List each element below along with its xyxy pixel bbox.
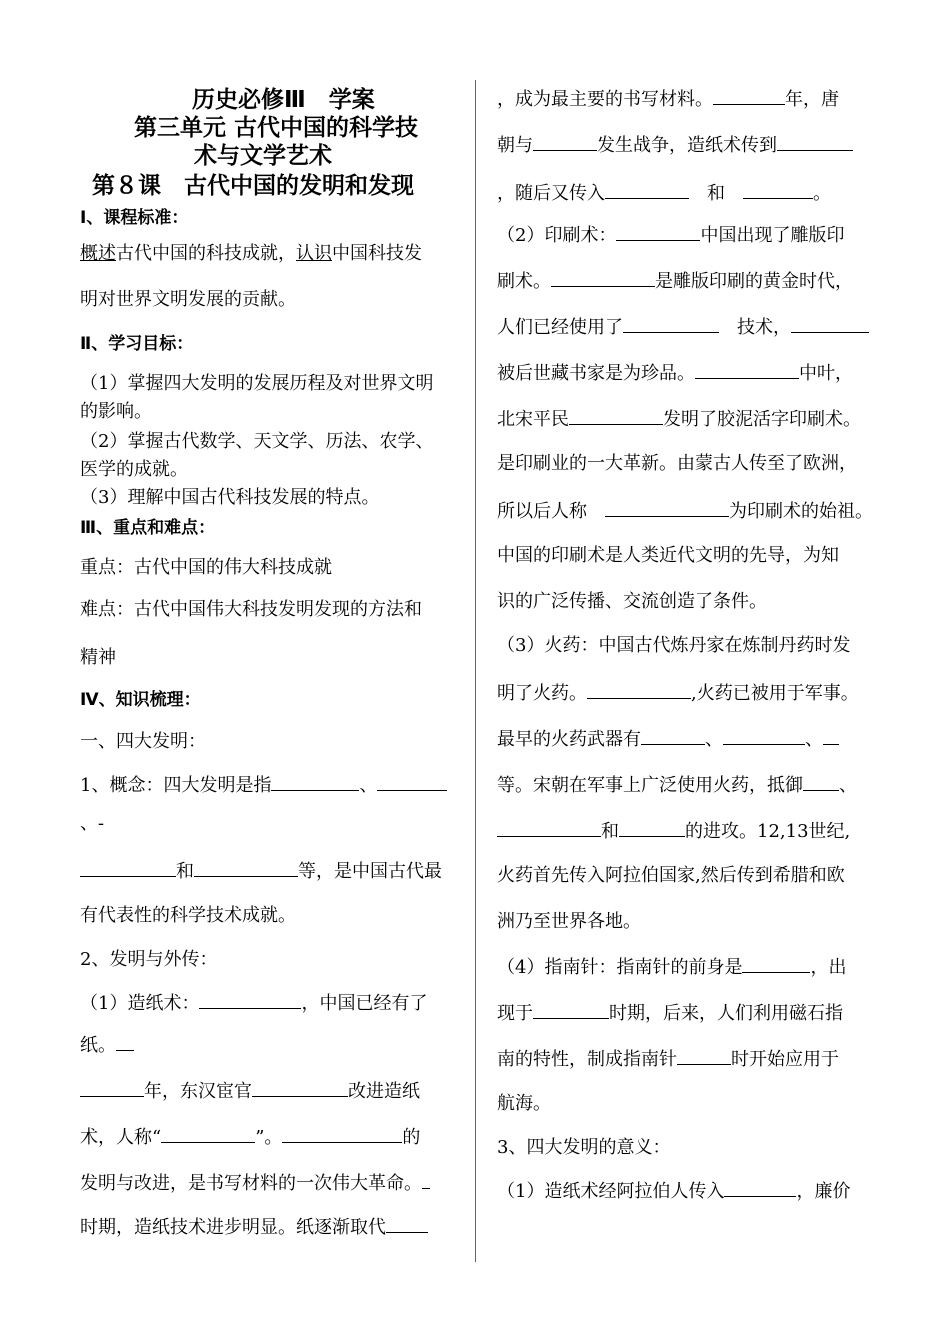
key-difficulty-2: 精神 bbox=[80, 647, 116, 668]
printing-line-8: 中国的印刷术是人类近代文明的先导，为知 bbox=[497, 545, 839, 566]
text: ，廉价 bbox=[796, 1181, 851, 1202]
section-goals-heading: Ⅱ、学习目标： bbox=[80, 334, 194, 354]
standard-line-1 bbox=[80, 242, 422, 266]
blank[interactable] bbox=[616, 222, 700, 241]
text: 、 bbox=[705, 729, 723, 750]
text: 。 bbox=[813, 183, 831, 204]
section-key-heading: Ⅲ、重点和难点： bbox=[80, 518, 216, 538]
title-line-2: 第三单元 古代中国的科学技 bbox=[134, 115, 419, 141]
goal-1a: （1）掌握四大发明的发展历程及对世界文明 bbox=[80, 373, 434, 394]
blank[interactable] bbox=[551, 268, 655, 287]
printing-line-4 bbox=[497, 360, 853, 386]
blank[interactable] bbox=[695, 360, 799, 379]
blank[interactable] bbox=[743, 180, 813, 199]
blank[interactable] bbox=[199, 990, 301, 1009]
paper-line-2 bbox=[80, 1032, 134, 1058]
text: 等，是中国古代最 bbox=[298, 861, 442, 882]
blank[interactable] bbox=[677, 1046, 731, 1065]
heading-invention-spread: 2、发明与外传： bbox=[80, 949, 218, 970]
text: 发生战争，造纸术传到 bbox=[597, 135, 777, 156]
text: 人们已经使用了 bbox=[497, 317, 623, 338]
text: （1）造纸术： bbox=[80, 993, 200, 1014]
text: 、 bbox=[805, 729, 823, 750]
printing-line-7 bbox=[497, 498, 873, 524]
concept-line bbox=[80, 772, 447, 798]
blank[interactable] bbox=[587, 680, 691, 699]
gunpowder-line-4 bbox=[497, 772, 857, 798]
gunpowder-line-5 bbox=[497, 818, 850, 844]
text: 1、概念：四大发明是指 bbox=[80, 775, 272, 796]
blank[interactable] bbox=[641, 726, 705, 745]
blank[interactable] bbox=[605, 180, 689, 199]
blank[interactable] bbox=[533, 132, 597, 151]
concept-line-2 bbox=[80, 858, 442, 884]
blank[interactable] bbox=[271, 772, 359, 791]
text: 所以后人称 bbox=[497, 501, 587, 522]
column-divider bbox=[475, 80, 476, 1262]
text: 、 bbox=[839, 775, 857, 796]
paper-line-5 bbox=[80, 1170, 430, 1196]
underlined-word: 概述 bbox=[80, 243, 116, 264]
blank[interactable] bbox=[422, 1170, 430, 1189]
text: 技术， bbox=[737, 317, 791, 338]
text: 、 bbox=[359, 775, 378, 796]
blank[interactable] bbox=[569, 406, 663, 425]
text: 等。宋朝在军事上广泛使用火药，抵御 bbox=[497, 775, 803, 796]
standard-line-2: 明对世界文明发展的贡献。 bbox=[80, 289, 296, 310]
standard-text: 古代中国的科技成就， bbox=[116, 243, 296, 264]
compass-line-4: 航海。 bbox=[497, 1093, 551, 1114]
text: 和 bbox=[707, 183, 725, 204]
right-line-3 bbox=[497, 180, 831, 206]
goal-2a: （2）掌握古代数学、天文学、历法、农学、 bbox=[80, 431, 434, 452]
text: 朝与 bbox=[497, 135, 533, 156]
blank[interactable] bbox=[713, 86, 785, 105]
text: 刷术。 bbox=[497, 271, 551, 292]
concept-dot: 、- bbox=[80, 813, 105, 834]
text: 现于 bbox=[497, 1003, 533, 1024]
text: 时开始应用于 bbox=[731, 1049, 839, 1070]
right-line-2 bbox=[497, 132, 853, 158]
blank[interactable] bbox=[803, 772, 839, 791]
blank[interactable] bbox=[623, 314, 719, 333]
text: （4）指南针：指南针的前身是 bbox=[497, 957, 743, 978]
text: 的进攻。12,13世纪, bbox=[685, 821, 851, 842]
blank[interactable] bbox=[777, 132, 853, 151]
gunpowder-line-7: 洲乃至世界各地。 bbox=[497, 911, 641, 932]
blank[interactable] bbox=[791, 314, 869, 333]
paper-line-3 bbox=[80, 1078, 420, 1104]
printing-line-1 bbox=[497, 222, 844, 248]
blank[interactable] bbox=[723, 726, 805, 745]
concept-line-3: 有代表性的科学技术成就。 bbox=[80, 905, 296, 926]
compass-line-3 bbox=[497, 1046, 839, 1072]
underlined-word: 认识 bbox=[296, 243, 332, 264]
gunpowder-line-2 bbox=[497, 680, 859, 706]
blank[interactable] bbox=[605, 498, 729, 517]
text: 的 bbox=[402, 1127, 421, 1148]
blank[interactable] bbox=[742, 954, 810, 973]
text: 中国出现了雕版印 bbox=[700, 225, 845, 246]
text: ,火药已被用于军事。 bbox=[691, 683, 859, 704]
compass-line-1 bbox=[497, 954, 846, 980]
significance-heading: 3、四大发明的意义： bbox=[497, 1137, 671, 1158]
text: 北宋平民 bbox=[497, 409, 569, 430]
title-line-1: 历史必修Ⅲ 学案 bbox=[192, 87, 375, 113]
blank[interactable] bbox=[282, 1124, 402, 1143]
text: ，随后又传入 bbox=[497, 183, 605, 204]
paper-line-1 bbox=[80, 990, 427, 1016]
blank[interactable] bbox=[252, 1078, 348, 1097]
text: 年，东汉宦官 bbox=[144, 1081, 252, 1102]
compass-line-2 bbox=[497, 1000, 843, 1026]
title-line-3: 术与文学艺术 bbox=[194, 143, 332, 169]
lesson-title: 第８课 古代中国的发明和发现 bbox=[92, 173, 414, 199]
text: （2）印刷术： bbox=[497, 225, 617, 246]
text: 改进造纸 bbox=[348, 1081, 420, 1102]
blank[interactable] bbox=[194, 858, 298, 877]
text: ，中国已经有了 bbox=[301, 993, 428, 1014]
text: 时期，后来，人们利用磁石指 bbox=[609, 1003, 843, 1024]
blank[interactable] bbox=[497, 818, 601, 837]
key-difficulty: 难点：古代中国伟大科技发明发现的方法和 bbox=[80, 599, 422, 620]
blank[interactable] bbox=[533, 1000, 609, 1019]
text: 术，人称“ bbox=[80, 1127, 162, 1148]
gunpowder-line-6: 火药首先传入阿拉伯国家,然后传到希腊和欧 bbox=[497, 865, 845, 886]
text: 中叶， bbox=[799, 363, 853, 384]
section-knowledge-heading: Ⅳ、知识梳理： bbox=[80, 690, 201, 710]
printing-line-2 bbox=[497, 268, 853, 294]
text: 被后世藏书家是为珍品。 bbox=[497, 363, 695, 384]
blank[interactable] bbox=[724, 1178, 796, 1197]
paper-line-6 bbox=[80, 1214, 428, 1240]
blank[interactable] bbox=[619, 818, 685, 837]
text: 为印刷术的始祖。 bbox=[729, 501, 873, 522]
text: ”。 bbox=[255, 1127, 283, 1148]
printing-line-3 bbox=[497, 314, 869, 340]
printing-line-5 bbox=[497, 406, 861, 432]
blank[interactable] bbox=[377, 772, 447, 791]
printing-line-6: 是印刷业的一大革新。由蒙古人传至了欧洲， bbox=[497, 453, 857, 474]
key-focus: 重点：古代中国的伟大科技成就 bbox=[80, 557, 332, 578]
section-standard-heading: Ⅰ、课程标准： bbox=[80, 208, 189, 228]
blank[interactable] bbox=[80, 858, 176, 877]
blank[interactable] bbox=[116, 1032, 134, 1051]
blank[interactable] bbox=[80, 1078, 144, 1097]
right-line-1 bbox=[497, 86, 839, 112]
text: 是雕版印刷的黄金时代， bbox=[655, 271, 853, 292]
text: 年，唐 bbox=[785, 89, 839, 110]
text: 纸。 bbox=[80, 1035, 116, 1056]
text: 和 bbox=[601, 821, 619, 842]
blank[interactable] bbox=[161, 1124, 255, 1143]
text: ，成为最主要的书写材料。 bbox=[497, 89, 713, 110]
standard-text: 中国科技发 bbox=[332, 243, 422, 264]
blank[interactable] bbox=[386, 1214, 428, 1233]
printing-line-9: 识的广泛传播、交流创造了条件。 bbox=[497, 591, 767, 612]
goal-2b: 医学的成就。 bbox=[80, 459, 188, 480]
heading-four-inventions: 一、四大发明： bbox=[80, 731, 206, 752]
blank[interactable] bbox=[823, 726, 839, 745]
goal-3: （3）理解中国古代科技发展的特点。 bbox=[80, 487, 380, 508]
significance-line-1 bbox=[497, 1178, 850, 1204]
text: ，出 bbox=[810, 957, 847, 978]
text: 明了火药。 bbox=[497, 683, 587, 704]
paper-line-4 bbox=[80, 1124, 420, 1150]
text: 最早的火药武器有 bbox=[497, 729, 641, 750]
text: 时期，造纸技术进步明显。纸逐渐取代 bbox=[80, 1217, 386, 1238]
goal-1b: 的影响。 bbox=[80, 401, 152, 422]
text: 和 bbox=[176, 861, 194, 882]
text: （1）造纸术经阿拉伯人传入 bbox=[497, 1181, 725, 1202]
text: 发明与改进，是书写材料的一次伟大革命。 bbox=[80, 1173, 422, 1194]
gunpowder-line-3 bbox=[497, 726, 839, 752]
text: 南的特性，制成指南针 bbox=[497, 1049, 677, 1070]
gunpowder-line-1: （3）火药：中国古代炼丹家在炼制丹药时发 bbox=[497, 635, 851, 656]
text: 发明了胶泥活字印刷术。 bbox=[663, 409, 861, 430]
